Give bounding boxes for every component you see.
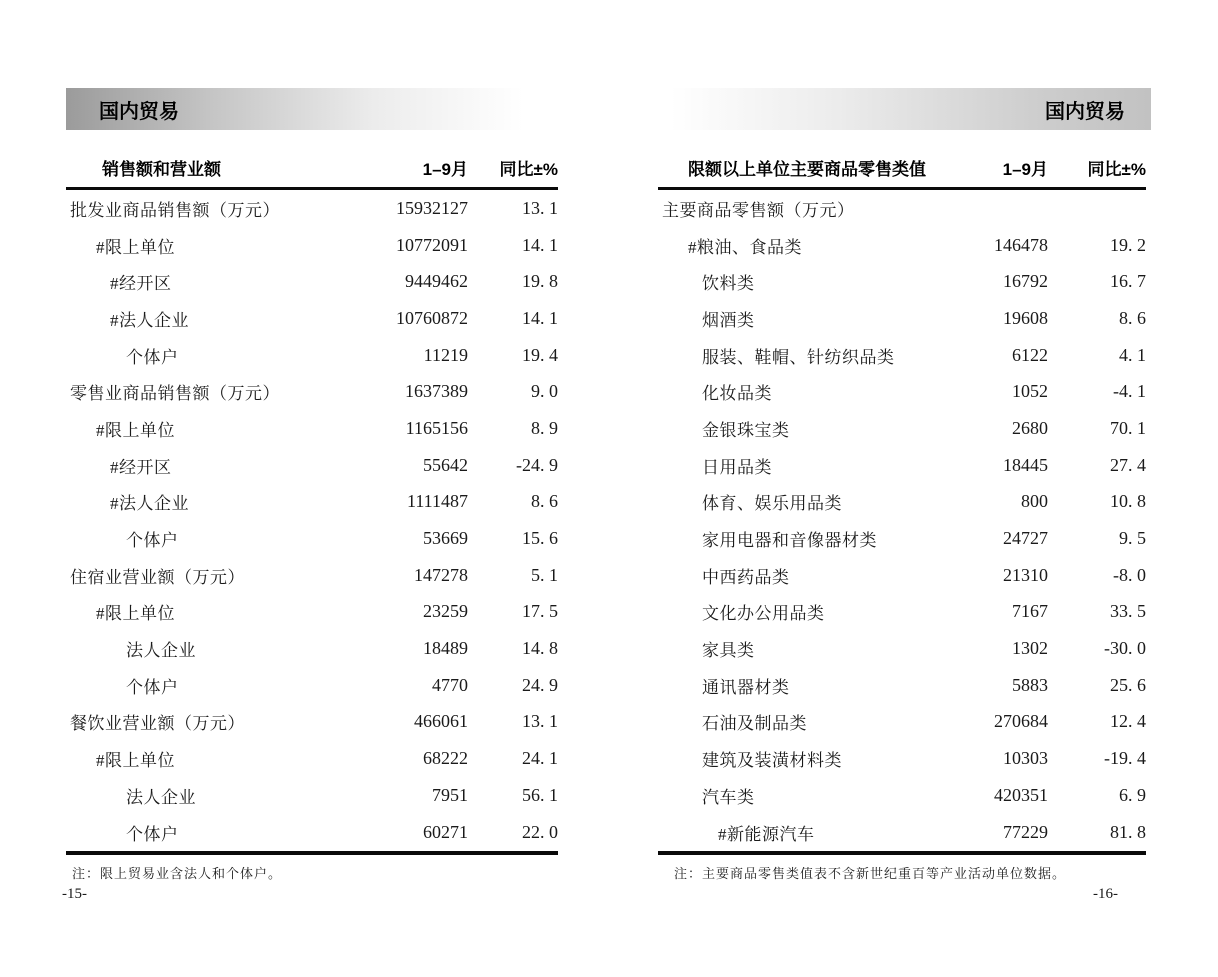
row-value: 18445 <box>1003 454 1048 475</box>
row-label: 石油及制品类 <box>702 714 807 734</box>
page-number: -15- <box>62 886 87 903</box>
table-row <box>66 704 558 741</box>
row-yoy: -24. 9 <box>516 454 558 475</box>
table-footer <box>62 851 558 903</box>
row-label: 服装、鞋帽、针纺织品类 <box>702 347 895 367</box>
row-label: #限上单位 <box>96 604 175 624</box>
table-row <box>658 557 1146 594</box>
row-value: 146478 <box>994 234 1048 255</box>
col-header-period: 1–9月 <box>422 160 468 179</box>
table-row <box>66 667 558 704</box>
row-label: 批发业商品销售额（万元） <box>70 200 280 220</box>
table-row <box>658 373 1146 410</box>
banner-title: 国内贸易 <box>1045 100 1125 123</box>
row-value: 60271 <box>423 821 468 842</box>
table-row <box>66 630 558 667</box>
row-value: 800 <box>1021 491 1048 512</box>
table-row <box>66 814 558 851</box>
row-value: 466061 <box>414 711 468 732</box>
row-yoy: 14. 8 <box>522 638 558 659</box>
row-label: 个体户 <box>126 677 179 697</box>
row-label: 通讯器材类 <box>702 677 790 697</box>
row-label: 法人企业 <box>126 641 196 661</box>
table-row <box>658 594 1146 631</box>
table-header <box>658 152 1146 190</box>
table-row <box>658 447 1146 484</box>
table-row <box>66 484 558 521</box>
table-row <box>66 410 558 447</box>
row-label: 中西药品类 <box>702 567 790 587</box>
row-label: #法人企业 <box>110 494 189 514</box>
row-label: #经开区 <box>110 457 172 477</box>
row-value: 11219 <box>423 344 468 365</box>
row-label: 饮料类 <box>702 274 755 294</box>
table-row <box>66 227 558 264</box>
row-yoy: 56. 1 <box>522 784 558 805</box>
row-value: 1052 <box>1012 381 1048 402</box>
row-value: 7167 <box>1012 601 1048 622</box>
table-rows <box>66 190 558 850</box>
row-yoy: 13. 1 <box>522 711 558 732</box>
row-label: 主要商品零售额（万元） <box>662 200 855 220</box>
row-label: #限上单位 <box>96 420 175 440</box>
table-row <box>66 520 558 557</box>
table-footer <box>658 851 1146 903</box>
table-row <box>658 263 1146 300</box>
row-label: #限上单位 <box>96 237 175 257</box>
col-header-yoy: 同比±% <box>499 160 558 179</box>
row-value: 1165156 <box>405 417 468 438</box>
row-label: 汽车类 <box>702 787 755 807</box>
row-value: 10772091 <box>396 234 468 255</box>
row-yoy: 15. 6 <box>522 528 558 549</box>
row-yoy: -30. 0 <box>1104 638 1146 659</box>
table-row <box>658 337 1146 374</box>
table-row <box>66 447 558 484</box>
table-rows <box>658 190 1146 850</box>
row-yoy: 70. 1 <box>1110 417 1146 438</box>
row-yoy: 9. 0 <box>531 381 558 402</box>
table-row <box>66 373 558 410</box>
row-value: 1302 <box>1012 638 1048 659</box>
table-row <box>658 300 1146 337</box>
row-yoy: 4. 1 <box>1119 344 1146 365</box>
table-row <box>66 740 558 777</box>
row-label: 金银珠宝类 <box>702 420 790 440</box>
row-label: #经开区 <box>110 274 172 294</box>
table-header <box>66 152 558 190</box>
row-label: 文化办公用品类 <box>702 604 825 624</box>
row-value: 270684 <box>994 711 1048 732</box>
row-yoy: 8. 6 <box>1119 307 1146 328</box>
row-value: 2680 <box>1012 417 1048 438</box>
row-value: 9449462 <box>405 271 468 292</box>
row-value: 16792 <box>1003 271 1048 292</box>
section-banner-right <box>645 88 1151 130</box>
table-row <box>66 190 558 227</box>
row-value: 18489 <box>423 638 468 659</box>
banner-title: 国内贸易 <box>99 100 179 123</box>
table-title: 销售额和营业额 <box>102 160 221 179</box>
row-yoy: -8. 0 <box>1113 564 1146 585</box>
row-yoy: 16. 7 <box>1110 271 1146 292</box>
row-yoy: 10. 8 <box>1110 491 1146 512</box>
page-number: -16- <box>1093 886 1118 903</box>
table-row <box>66 777 558 814</box>
row-yoy: 19. 2 <box>1110 234 1146 255</box>
table-row <box>658 740 1146 777</box>
row-label: 家具类 <box>702 641 755 661</box>
row-label: 日用品类 <box>702 457 772 477</box>
row-label: 化妆品类 <box>702 384 772 404</box>
row-yoy: 33. 5 <box>1110 601 1146 622</box>
row-value: 77229 <box>1003 821 1048 842</box>
table-row <box>658 190 1146 227</box>
row-value: 68222 <box>423 748 468 769</box>
table-row <box>658 227 1146 264</box>
row-value: 7951 <box>432 784 468 805</box>
row-label: 烟酒类 <box>702 310 755 330</box>
row-value: 53669 <box>423 528 468 549</box>
table-row <box>658 777 1146 814</box>
table-footnote: 注：限上贸易业含法人和个体户。 <box>72 866 283 882</box>
table-row <box>66 594 558 631</box>
row-yoy: 14. 1 <box>522 307 558 328</box>
row-yoy: 9. 5 <box>1119 528 1146 549</box>
row-label: 个体户 <box>126 347 179 367</box>
table-row <box>658 704 1146 741</box>
row-yoy: 5. 1 <box>531 564 558 585</box>
col-header-yoy: 同比±% <box>1087 160 1146 179</box>
row-yoy: 17. 5 <box>522 601 558 622</box>
row-label: #限上单位 <box>96 751 175 771</box>
row-label: 个体户 <box>126 824 179 844</box>
row-yoy: 22. 0 <box>522 821 558 842</box>
row-yoy: 14. 1 <box>522 234 558 255</box>
row-yoy: 27. 4 <box>1110 454 1146 475</box>
row-yoy: -19. 4 <box>1104 748 1146 769</box>
table-row <box>658 520 1146 557</box>
row-label: #法人企业 <box>110 310 189 330</box>
table-row <box>658 410 1146 447</box>
row-label: 建筑及装潢材料类 <box>702 751 842 771</box>
row-label: 法人企业 <box>126 787 196 807</box>
row-label: #新能源汽车 <box>718 824 815 844</box>
row-yoy: 81. 8 <box>1110 821 1146 842</box>
table-row <box>658 630 1146 667</box>
row-value: 420351 <box>994 784 1048 805</box>
table-row <box>66 263 558 300</box>
row-value: 24727 <box>1003 528 1048 549</box>
row-label: #粮油、食品类 <box>688 237 802 257</box>
table-title: 限额以上单位主要商品零售类值 <box>688 160 926 179</box>
row-value: 19608 <box>1003 307 1048 328</box>
table-row <box>66 557 558 594</box>
row-value: 6122 <box>1012 344 1048 365</box>
row-yoy: 19. 4 <box>522 344 558 365</box>
table-footnote: 注：主要商品零售类值表不含新世纪重百等产业活动单位数据。 <box>674 866 1067 882</box>
row-value: 5883 <box>1012 674 1048 695</box>
row-value: 23259 <box>423 601 468 622</box>
retail-categories-table <box>658 152 1146 903</box>
row-label: 体育、娱乐用品类 <box>702 494 842 514</box>
row-value: 4770 <box>432 674 468 695</box>
table-row <box>66 300 558 337</box>
row-value: 15932127 <box>396 197 468 218</box>
table-row <box>658 667 1146 704</box>
row-value: 1111487 <box>407 491 468 512</box>
row-value: 10303 <box>1003 748 1048 769</box>
row-label: 餐饮业营业额（万元） <box>70 714 245 734</box>
table-row <box>658 814 1146 851</box>
row-value: 147278 <box>414 564 468 585</box>
row-yoy: 12. 4 <box>1110 711 1146 732</box>
row-yoy: 25. 6 <box>1110 674 1146 695</box>
table-row <box>66 337 558 374</box>
row-value: 55642 <box>423 454 468 475</box>
row-yoy: 6. 9 <box>1119 784 1146 805</box>
row-label: 住宿业营业额（万元） <box>70 567 245 587</box>
row-yoy: 19. 8 <box>522 271 558 292</box>
row-yoy: 13. 1 <box>522 197 558 218</box>
row-value: 10760872 <box>396 307 468 328</box>
section-banner-left <box>66 88 563 130</box>
row-label: 零售业商品销售额（万元） <box>70 384 280 404</box>
row-label: 家用电器和音像器材类 <box>702 531 877 551</box>
table-row <box>658 484 1146 521</box>
row-yoy: -4. 1 <box>1113 381 1146 402</box>
row-value: 1637389 <box>405 381 468 402</box>
row-yoy: 8. 9 <box>531 417 558 438</box>
sales-turnover-table <box>62 152 558 903</box>
row-value: 21310 <box>1003 564 1048 585</box>
col-header-period: 1–9月 <box>1002 160 1048 179</box>
row-yoy: 24. 9 <box>522 674 558 695</box>
row-yoy: 24. 1 <box>522 748 558 769</box>
row-label: 个体户 <box>126 531 179 551</box>
row-yoy: 8. 6 <box>531 491 558 512</box>
